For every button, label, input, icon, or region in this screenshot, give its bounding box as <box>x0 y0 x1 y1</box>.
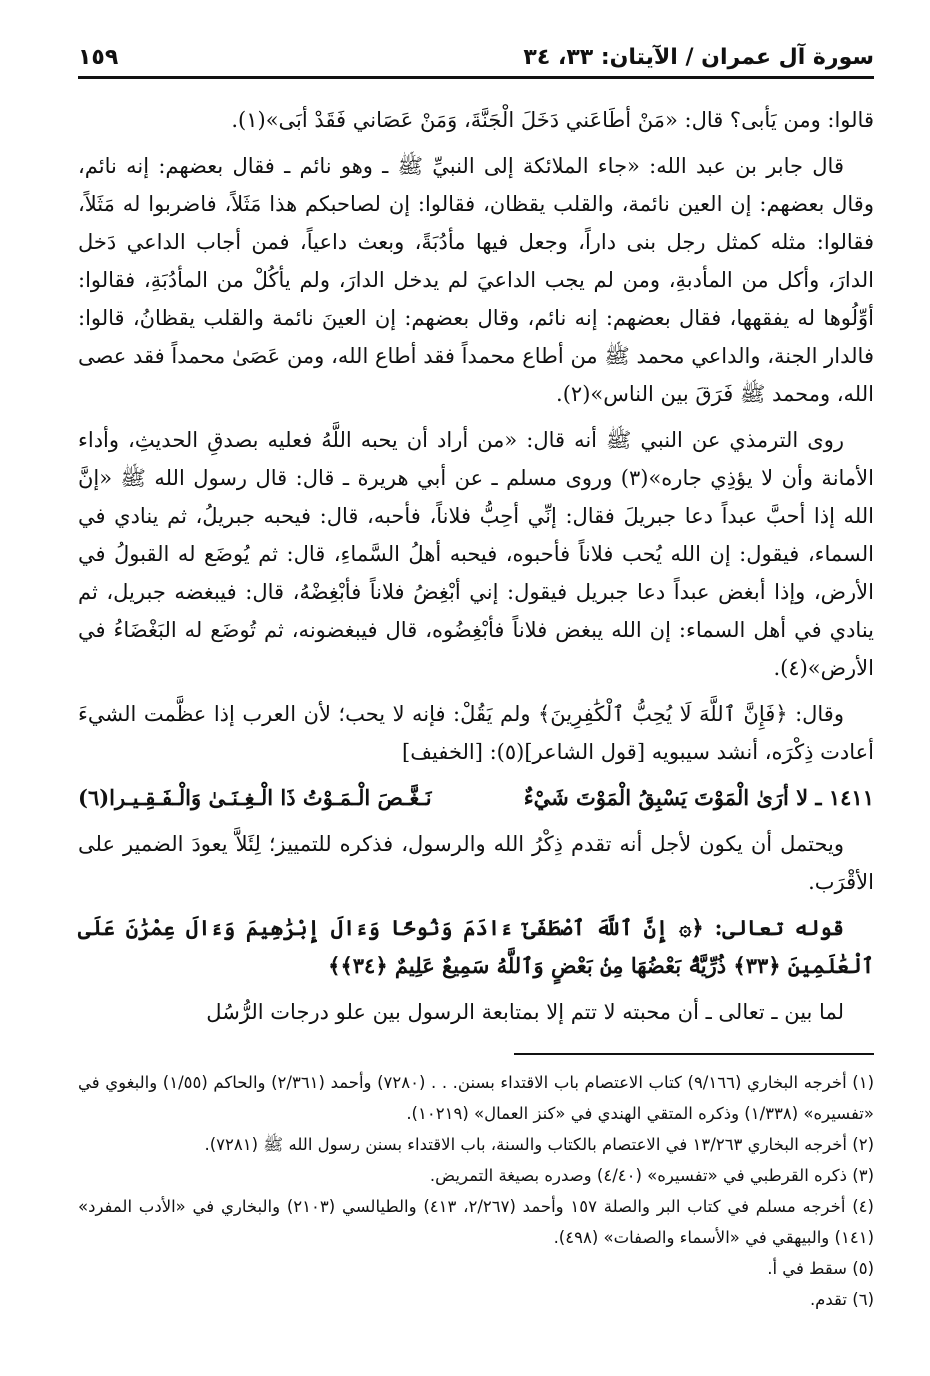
footnote-rule <box>514 1053 874 1055</box>
paragraph: قال جابر بن عبد الله: «جاء الملائكة إلى النبيِّ ﷺ ـ وهو نائم ـ فقال بعضهم: إنه نائم، وقال بعضهم: إن العين نائمة، والقلب يقظان، فقالوا: إن لصاحبكم هذا مَثَلاً، فاضربوا له مَثَلاً، فقالوا: مثله كمثل رجل بنى داراً، وجعل فيها مأدُبَةً، وبعث داعياً، فمن أجاب الداعي دَخل الدارَ، وأكل من المأدبةِ، ومن لم يجب الداعيَ لم يدخل الدارَ، ولم يأكُلْ من المأدُبَةِ، فقالوا: أوِّلُوها له يفقهها، فقال بعضهم: إنه نائم، وقال بعضهم: إن العينَ نائمة والقلب يقظانُ، قالوا: فالدار الجنة، والداعي محمد ﷺ من أطاع محمداً فقد أطاع الله، ومن عَصَىٰ محمداً فقد عصى الله، ومحمد ﷺ فَرَقَ بين الناس»(٢). <box>78 154 874 406</box>
footnote: (٤) أخرجه مسلم في كتاب البر والصلة ١٥٧ وأحمد (٢/٢٦٧، ٤١٣) والطيالسي (٢١٠٣) والبخاري في «الأدب المفرد» (١٤١) والبيهقي في «الأسماء والصفات» (٤٩٨). <box>78 1197 874 1247</box>
footnote: (٢) أخرجه البخاري ١٣/٢٦٣ في الاعتصام بالكتاب والسنة، باب الاقتداء بسنن رسول الله ﷺ (٧٢٨١). <box>204 1135 874 1154</box>
footnote: (٣) ذكره القرطبي في «تفسيره» (٤/٤٠) وصدره بصيغة التمريض. <box>429 1166 874 1185</box>
document-page <box>78 36 874 1315</box>
page-header <box>78 36 874 70</box>
main-text <box>78 101 874 1031</box>
running-title: سورة آل عمران / الآيتان: ٣٣، ٣٤ <box>523 45 874 70</box>
footnote: (٥) سقط في أ. <box>767 1259 874 1278</box>
paragraph: قالوا: ومن يَأبى؟ قال: «مَنْ أطَاعَني دَخَلَ الْجَنَّةَ، وَمَنْ عَصَاني فَقَدْ أبَى»(١). <box>231 108 874 132</box>
header-rule <box>78 76 874 79</box>
verse-first-hemistich: ١٤١١ ـ لا أرَىٰ الْمَوْتَ يَسْبِقُ الْمَوْتَ شَيْءٌ <box>523 785 874 810</box>
page-number: ١٥٩ <box>78 45 119 70</box>
quran-verse-paragraph: قوله تعالى: ﴿۞ إِنَّ ٱللَّهَ ٱصْطَفَىٰٓ ءَادَمَ وَنُوحًا وَءَالَ إِبْرَٰهِيمَ وَءَالَ عِمْرَٰنَ عَلَى ٱلْعَٰلَمِينَ ﴿٣٣﴾ ذُرِّيَّةًۢ بَعْضُهَا مِنۢ بَعْضٍ وَٱللَّهُ سَمِيعٌ عَلِيمٌ ﴿٣٤﴾﴾ <box>78 915 874 978</box>
footnotes <box>78 1067 874 1315</box>
footnote: (٦) تقدم. <box>809 1290 874 1309</box>
footnote: (١) أخرجه البخاري (٩/١٦٦) كتاب الاعتصام باب الاقتداء بسنن. . . (٧٢٨٠) وأحمد (٢/٣٦١) والحاكم (١/٥٥) والبغوي في «تفسيره» (١/٣٣٨) وذكره المتقي الهندي في «كنز العمال» (١٠٢١٩). <box>78 1073 874 1123</box>
paragraph: روى الترمذي عن النبي ﷺ أنه قال: «من أراد أن يحبه اللَّهُ فعليه بصدقِ الحديثِ، وأداء الأمانة وأن لا يؤذِي جاره»(٣) وروى مسلم ـ عن أبي هريرة ـ قال: قال رسول الله ﷺ «إنَّ الله إذا أحبَّ عبداً دعا جبريلَ فقال: إنِّي أحِبُّ فلاناً، فأحبه، قال: فيحبه جبريلُ، ثم ينادي في السماء، فيقول: إن الله يُحب فلاناً فأحبوه، فيحبه أهلُ السَّماءِ، قال: ثم يُوضَع له القبولُ في الأرض، وإذا أبغض عبداً دعا جبريل فيقول: إني أبْغِضُ فلاناً فأبْغِضْهُ، قال: فيبغضه جبريل، ثم ينادي في أهل السماء: إن الله يبغض فلاناً فأبْغِضُوه، قال فيبغضونه، ثم تُوضَع له البَغْضَاءُ في الأرض»(٤). <box>78 428 874 680</box>
paragraph: ويحتمل أن يكون لأجل أنه تقدم ذِكْرُ الله والرسول، فذكره للتمييز؛ لِئَلاَّ يعودَ الضمير على الأقْرَب. <box>78 832 874 894</box>
poetry-verse <box>78 779 874 817</box>
verse-second-hemistich: نَـغَّـصَ الْـمَـوْتُ ذَا الْـغِـنَـىٰ وَالْـفَـقِـيـرا(٦) <box>78 785 432 810</box>
paragraph: لما بين ـ تعالى ـ أن محبته لا تتم إلا بمتابعة الرسول بين علو درجات الرُّسُل <box>206 1000 844 1024</box>
paragraph: وقال: ﴿فَإِنَّ ٱللَّهَ لَا يُحِبُّ ٱلْكَٰفِرِينَ﴾ ولم يَقُلْ: فإنه لا يحب؛ لأن العرب إذا عظَّمت الشيءَ أعادت ذِكْرَه، أنشد سيبويه [قول الشاعر](٥): [الخفيف] <box>78 702 874 764</box>
